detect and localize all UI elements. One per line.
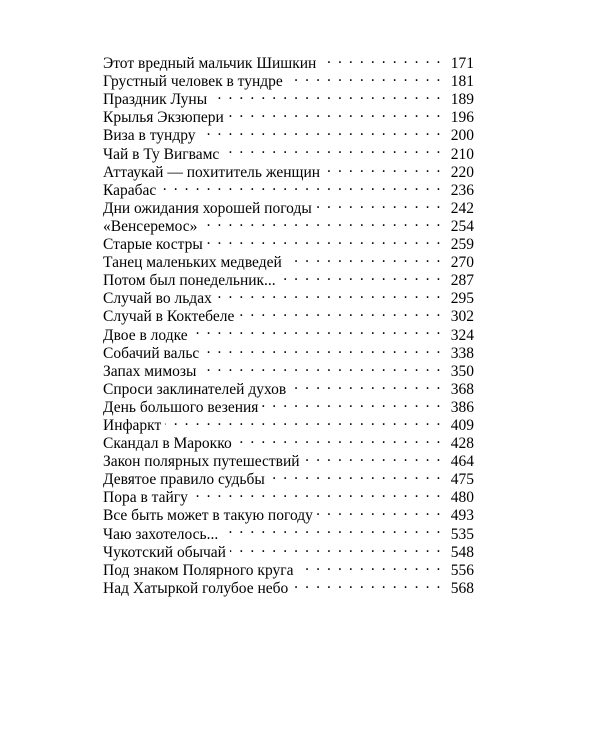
toc-entry-title: Старые костры [103,236,207,254]
toc-dot-leader [317,502,442,520]
toc-entry-page: 350 [442,363,474,381]
toc-entry-title: Над Хатыркой голубое небо [103,580,292,598]
toc-dot-leader [160,177,442,195]
toc-entry-title: День большого везения [103,399,262,417]
toc-entry-title: Девятое правило судьбы [103,471,269,489]
toc-entry-page: 464 [442,453,474,471]
toc-entry-title: Все быть может в такую погоду [103,507,317,525]
toc-dot-leader [324,159,442,177]
toc-entry-page: 535 [442,526,474,544]
toc-entry-page: 368 [442,381,474,399]
toc-entry-page: 493 [442,507,474,525]
toc-entry-page: 196 [442,109,474,127]
toc-entry-page: 409 [442,417,474,435]
toc-entry-page: 386 [442,399,474,417]
toc-entry-title: Крылья Экзюпери [103,109,228,127]
toc-dot-leader [287,68,442,86]
toc-dot-leader [207,231,442,249]
toc-entry-title: Пора в тайгу [103,489,192,507]
table-of-contents [103,50,474,597]
toc-entry-title: Чукотский обычай [103,544,230,562]
toc-entry-title: Спроси заклинателей духов [103,381,290,399]
toc-dot-leader [292,575,442,593]
toc-dot-leader [228,104,442,122]
toc-dot-leader [238,303,442,321]
toc-entry-title: Случай во льдах [103,290,216,308]
toc-entry-title: Этот вредный мальчик Шишкин [103,55,320,73]
toc-entry [103,50,474,73]
toc-entry-page: 200 [442,127,474,145]
toc-entry-title: Двое в лодке [103,327,192,345]
toc-entry-page: 210 [442,146,474,164]
toc-dot-leader [236,430,442,448]
toc-dot-leader [165,412,442,430]
toc-dot-leader [200,122,442,140]
toc-entry-title: «Венсеремос» [103,218,201,236]
toc-entry-page: 295 [442,290,474,308]
toc-dot-leader [211,86,442,104]
toc-entry-page: 181 [442,73,474,91]
toc-dot-leader [298,557,443,575]
toc-dot-leader [200,358,442,376]
toc-dot-leader [203,340,442,358]
toc-entry-page: 324 [442,327,474,345]
toc-dot-leader [316,195,442,213]
toc-dot-leader [262,394,442,412]
toc-entry-title: Потом был понедельник... [103,272,280,290]
toc-dot-leader [269,466,442,484]
toc-entry-page: 242 [442,200,474,218]
toc-entry-page: 254 [442,218,474,236]
toc-entry-title: Скандал в Марокко [103,435,236,453]
toc-entry-page: 189 [442,91,474,109]
toc-entry-title: Виза в тундру [103,127,200,145]
toc-entry-page: 220 [442,164,474,182]
toc-dot-leader [280,267,442,285]
toc-entry-page: 475 [442,471,474,489]
toc-dot-leader [192,321,442,339]
toc-entry-title: Карабас [103,182,160,200]
toc-entry-title: Запах мимозы [103,363,200,381]
toc-entry-title: Праздник Луны [103,91,211,109]
toc-entry-title: Инфаркт [103,417,165,435]
toc-dot-leader [201,213,442,231]
toc-entry-page: 568 [442,580,474,598]
toc-dot-leader [290,376,442,394]
toc-entry-title: Чай в Ту Вигвамс [103,146,223,164]
toc-entry-title: Танец маленьких медведей [103,254,286,272]
toc-entry-page: 236 [442,182,474,200]
toc-entry-page: 270 [442,254,474,272]
toc-entry-page: 171 [442,55,474,73]
toc-entry-page: 287 [442,272,474,290]
toc-dot-leader [320,50,442,68]
toc-dot-leader [216,285,442,303]
toc-entry-title: Закон полярных путешествий [103,453,304,471]
toc-entry-page: 338 [442,345,474,363]
toc-entry-page: 259 [442,236,474,254]
toc-entry-page: 548 [442,544,474,562]
toc-entry-title: Случай в Коктебеле [103,308,238,326]
toc-entry-title: Под знаком Полярного круга [103,562,298,580]
toc-entry-title: Чаю захотелось... [103,526,222,544]
toc-dot-leader [223,140,442,158]
toc-dot-leader [286,249,442,267]
toc-entry-title: Собачий вальс [103,345,203,363]
toc-dot-leader [230,539,442,557]
toc-entry-page: 428 [442,435,474,453]
toc-entry-title: Дни ожидания хорошей погоды [103,200,316,218]
toc-entry-page: 556 [442,562,474,580]
toc-dot-leader [222,520,442,538]
toc-entry-title: Грустный человек в тундре [103,73,287,91]
toc-entry-page: 480 [442,489,474,507]
toc-dot-leader [192,484,442,502]
toc-dot-leader [304,448,442,466]
toc-entry-title: Аттаукай — похититель женщин [103,164,324,182]
toc-entry-page: 302 [442,308,474,326]
